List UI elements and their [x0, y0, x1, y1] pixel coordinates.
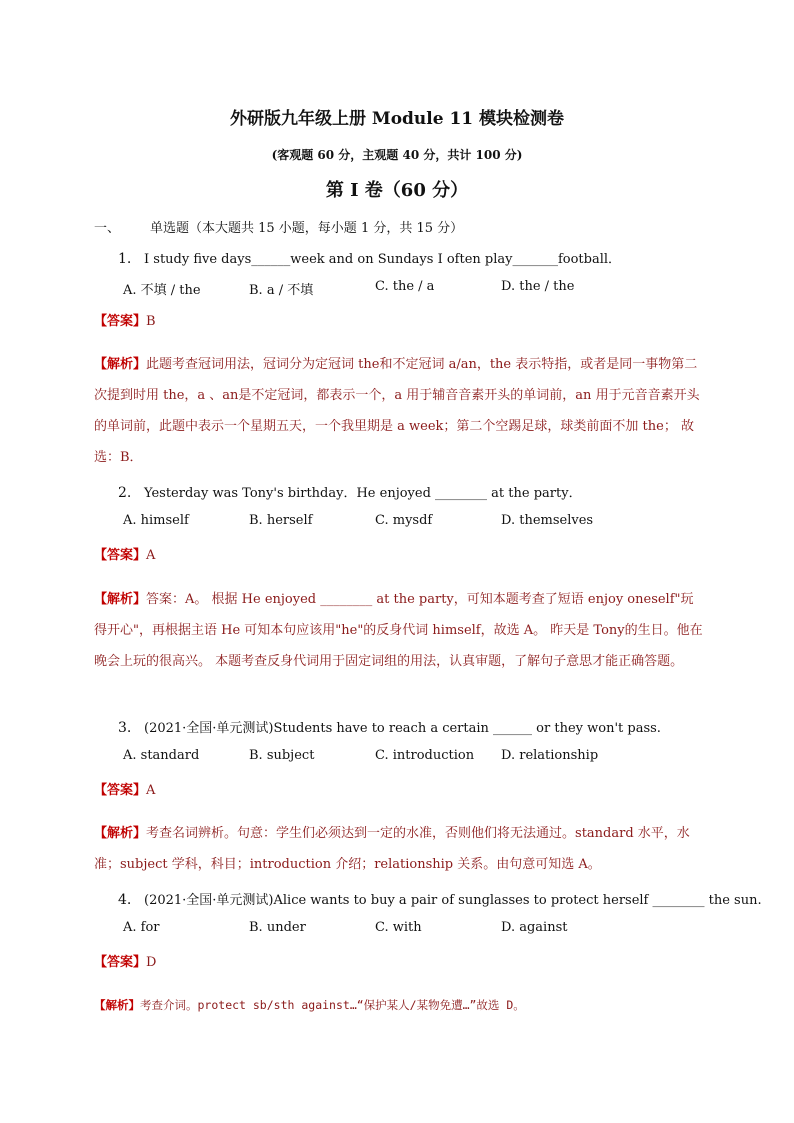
analysis-text: 答案：A。 根据 He enjoyed ________ at the party，可知本题考查了短语 enjoy oneself"玩得开心"，再根据主语 He 可知本句应该用"he"的反身代词 himself，故选 A。 昨天是 Tony的生日。他在晚会上玩的很高兴。 本题考查反身代词用于固定词组的用法，认真审题，了解句子意思才能正确答题。 [94, 592, 703, 669]
section-label: 单选题（本大题共 15 小题，每小题 1 分，共 15 分） [150, 221, 464, 236]
question-4-answer [94, 951, 156, 970]
question-3-answer [94, 779, 155, 798]
option-b: B. subject [249, 748, 315, 763]
option-a: A. standard [123, 748, 200, 763]
question-4-analysis [94, 990, 704, 1021]
question-text: I study five days______week and on Sundays I often play_______football． [144, 252, 622, 267]
question-number: 3. [118, 720, 132, 736]
question-2-analysis [94, 584, 704, 677]
answer-value: A [146, 783, 156, 798]
question-text: (2021·全国·单元测试)Students have to reach a certain ______ or they won't pass. [144, 721, 661, 736]
option-a: A. for [123, 920, 160, 935]
section-number: 一、 [94, 221, 121, 236]
option-b: B. under [249, 920, 306, 935]
option-c: C. the / a [375, 279, 435, 294]
option-d: D. the / the [501, 279, 575, 294]
option-b: B. a / 不填 [249, 283, 314, 298]
analysis-text: 考查名词辨析。句意：学生们必须达到一定的水准，否则他们将无法通过。standard 水平，水准；subject 学科，科目；introduction 介绍；relationship 关系。由句意可知选 A。 [94, 826, 690, 872]
exam-title: 外研版九年级上册 Module 11 模块检测卷 [229, 109, 565, 129]
question-2-answer [94, 544, 155, 563]
option-c: C. mysdf [375, 513, 433, 528]
question-text: (2021·全国·单元测试)Alice wants to buy a pair of sunglasses to protect herself ________ the sun. [144, 893, 762, 908]
question-2-stem [118, 482, 582, 501]
option-c: C. with [375, 920, 422, 935]
option-d: D. themselves [501, 513, 594, 528]
question-number: 4. [118, 892, 132, 908]
question-4-stem [118, 889, 762, 908]
answer-value: A [146, 548, 156, 563]
analysis-tag: 【解析】 [94, 826, 147, 841]
answer-tag: 【答案】 [94, 783, 147, 798]
option-d: D. relationship [501, 748, 599, 763]
score-subtitle: (客观题 60 分，主观题 40 分，共计 100 分) [271, 148, 523, 162]
question-number: 1. [118, 251, 132, 267]
analysis-tag: 【解析】 [94, 592, 147, 607]
analysis-text: 此题考查冠词用法，冠词分为定冠词 the和不定冠词 a/an，the 表示特指，或者是同一事物第二次提到时用 the，a 、an是不定冠词，都表示一个，a 用于辅音音素开头的单词前，an 用于元音音素开头的单词前，此题中表示一个星期五天，一个我里期是 a week；第二个空踢足球，球类前面不加 the； 故选：B． [94, 357, 700, 465]
part-title: 第 I 卷（60 分） [325, 180, 469, 201]
option-b: B. herself [249, 513, 313, 528]
answer-value: D [146, 955, 157, 970]
question-3-analysis [94, 818, 704, 880]
question-1-answer [94, 310, 156, 329]
answer-tag: 【答案】 [94, 955, 147, 970]
question-3-stem [118, 717, 661, 736]
answer-value: B [146, 314, 156, 329]
answer-tag: 【答案】 [94, 548, 147, 563]
analysis-text: 考查介词。protect sb/sth against…“保护某人/某物免遭…”故选 D。 [140, 998, 525, 1012]
option-c: C. introduction [375, 748, 475, 763]
option-d: D. against [501, 920, 568, 935]
answer-tag: 【答案】 [94, 314, 147, 329]
analysis-tag: 【解析】 [94, 998, 140, 1012]
question-number: 2. [118, 485, 132, 501]
option-a: A. himself [123, 513, 189, 528]
option-a: A. 不填 / the [123, 283, 201, 298]
question-1-stem [118, 248, 621, 267]
section-heading [94, 217, 463, 236]
analysis-tag: 【解析】 [94, 357, 147, 372]
question-1-analysis [94, 349, 704, 473]
question-text: Yesterday was Tony's birthday．He enjoyed ________ at the party． [144, 486, 582, 501]
